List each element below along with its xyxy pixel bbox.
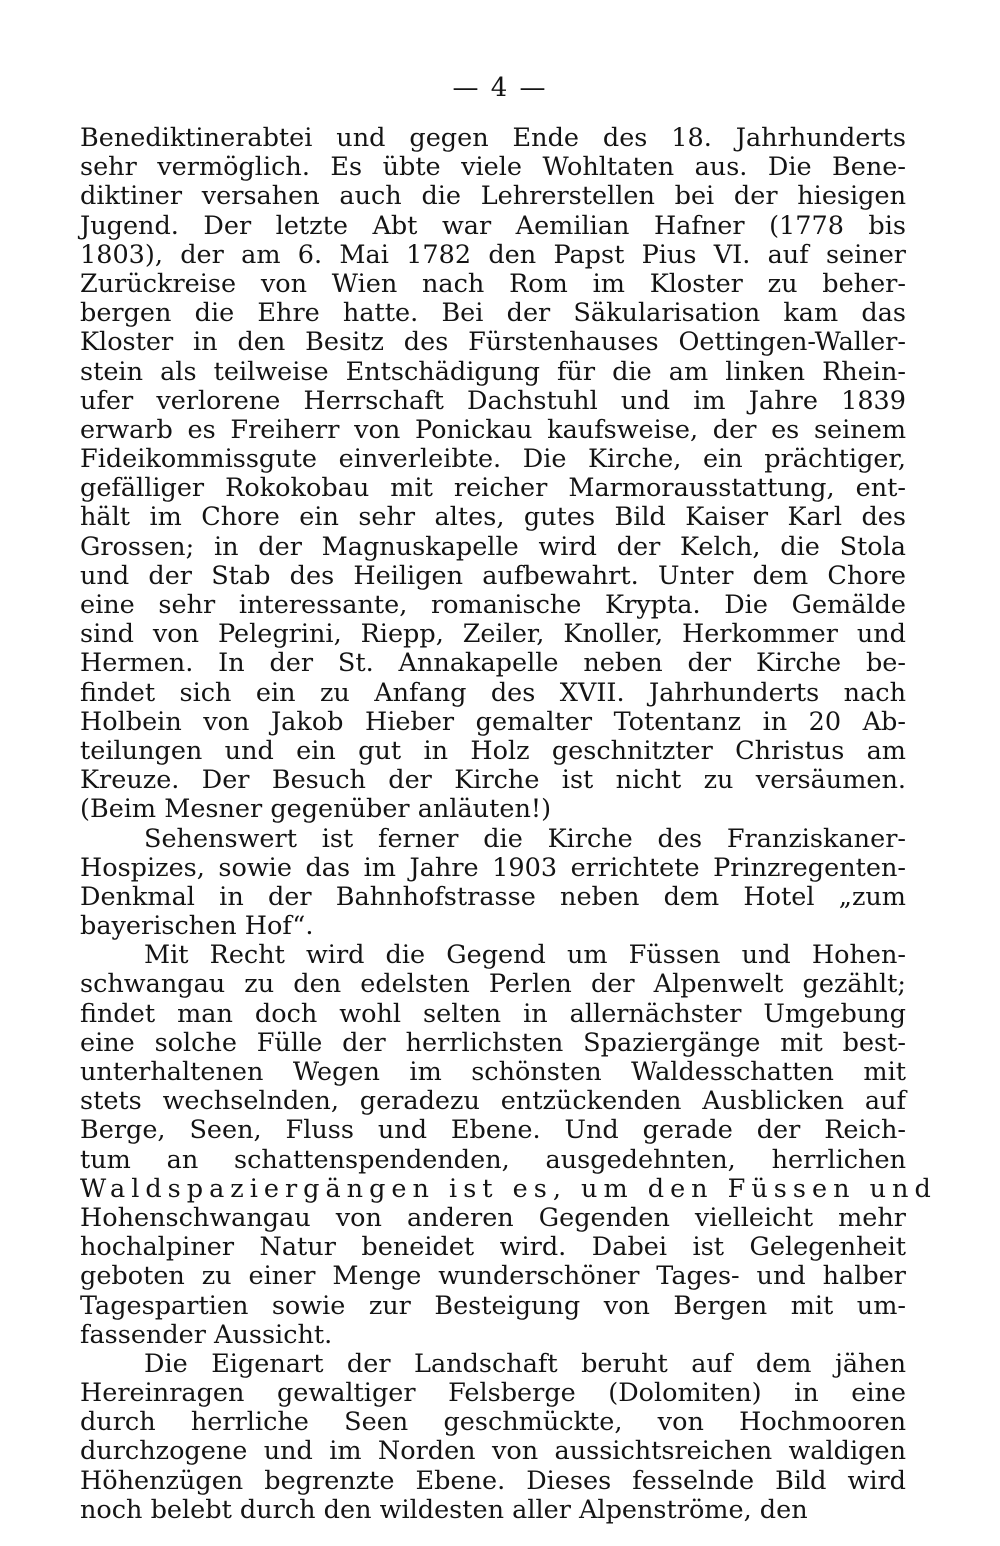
text-line: findet man doch wohl selten in allernächster Umgebung	[80, 998, 906, 1029]
text-line: stets wechselnden, geradezu entzückenden Ausblicken auf	[80, 1086, 906, 1117]
text-line: tum an schattenspendenden, ausgedehnten, herrlichen	[80, 1144, 906, 1175]
text-line: fassender Aussicht.	[80, 1319, 333, 1350]
text-line: noch belebt durch den wildesten aller Alpenströme, den	[80, 1494, 808, 1525]
text-line: Holbein von Jakob Hieber gemalter Totentanz in 20 Ab-	[80, 706, 906, 737]
text-line: Hospizes, sowie das im Jahre 1903 errichtete Prinzregenten-	[80, 852, 906, 883]
text-line: Hohenschwangau von anderen Gegenden vielleicht mehr	[80, 1202, 906, 1233]
text-line: unterhaltenen Wegen im schönsten Waldesschatten mit	[80, 1057, 906, 1087]
text-line: Hermen. In der St. Annakapelle neben der Kirche be-	[80, 648, 906, 679]
text-line: Kreuze. Der Besuch der Kirche ist nicht zu versäumen.	[80, 765, 906, 796]
text-line: gefälliger Rokokobau mit reicher Marmorausstattung, ent-	[80, 473, 906, 504]
paragraph	[80, 124, 906, 825]
text-line: Kloster in den Besitz des Fürstenhauses Oettingen-Waller-	[80, 327, 906, 358]
text-line: Berge, Seen, Fluss und Ebene. Und gerade der Reich-	[80, 1115, 906, 1146]
text-line: findet sich ein zu Anfang des XVII. Jahrhunderts nach	[80, 677, 906, 708]
body-text	[80, 123, 937, 1525]
text-line: durchzogene und im Norden von aussichtsreichen waldigen	[80, 1436, 906, 1467]
text-line: Zurückreise von Wien nach Rom im Kloster zu beher-	[80, 268, 906, 299]
text-line: geboten zu einer Menge wunderschöner Tages- und halber	[80, 1261, 906, 1292]
text-line: hält im Chore ein sehr altes, gutes Bild Kaiser Karl des	[80, 502, 906, 533]
text-line: sehr vermöglich. Es übte viele Wohltaten aus. Die Bene-	[80, 152, 906, 183]
text-line: ufer verlorene Herrschaft Dachstuhl und im Jahre 1839	[80, 385, 906, 416]
text-line: und der Stab des Heiligen aufbewahrt. Unter dem Chore	[80, 560, 906, 591]
text-line: Mit Recht wird die Gegend um Füssen und Hohen-	[144, 940, 906, 971]
page-number: — 4 —	[452, 73, 548, 103]
text-line: Benediktinerabtei und gegen Ende des 18. Jahrhunderts	[80, 123, 906, 153]
text-line: Grossen; in der Magnuskapelle wird der Kelch, die Stola	[80, 531, 906, 562]
text-line: stein als teilweise Entschädigung für die am linken Rhein-	[80, 356, 906, 387]
text-line: 1803), der am 6. Mai 1782 den Papst Pius VI. auf seiner	[80, 239, 906, 270]
text-line: Fideikommissgute einverleibte. Die Kirche, ein prächtiger,	[80, 444, 906, 475]
text-line: teilungen und ein gut in Holz geschnitzter Christus am	[80, 735, 906, 766]
text-line: eine solche Fülle der herrlichsten Spaziergänge mit best-	[80, 1027, 906, 1058]
text-line: hochalpiner Natur beneidet wird. Dabei ist Gelegenheit	[80, 1232, 906, 1263]
text-line: durch herrliche Seen geschmückte, von Hochmooren	[80, 1407, 906, 1438]
text-line: Sehenswert ist ferner die Kirche des Franziskaner-	[144, 823, 906, 854]
text-line: Höhenzügen begrenzte Ebene. Dieses fesselnde Bild wird	[80, 1465, 906, 1496]
paragraph	[80, 940, 937, 1350]
text-line: eine sehr interessante, romanische Krypta. Die Gemälde	[80, 590, 906, 620]
text-line: (Beim Mesner gegenüber anläuten!)	[80, 794, 552, 825]
paragraph	[80, 825, 906, 942]
text-line: Tagespartien sowie zur Besteigung von Bergen mit um-	[80, 1290, 906, 1321]
text-line: Die Eigenart der Landschaft beruht auf dem jähen	[144, 1348, 906, 1379]
text-line: Denkmal in der Bahnhofstrasse neben dem Hotel „zum	[80, 881, 906, 912]
text-line: Waldspaziergängen ist es, um den Füssen und	[80, 1173, 937, 1204]
text-line: diktiner versahen auch die Lehrerstellen bei der hiesigen	[80, 181, 906, 212]
text-line: schwangau zu den edelsten Perlen der Alpenwelt gezählt;	[80, 969, 906, 1000]
text-line: bergen die Ehre hatte. Bei der Säkularisation kam das	[80, 298, 906, 329]
paragraph	[80, 1350, 906, 1525]
text-line: Hereinragen gewaltiger Felsberge (Dolomiten) in eine	[80, 1378, 906, 1409]
text-line: sind von Pelegrini, Riepp, Zeiler, Knoller, Herkommer und	[80, 619, 906, 650]
text-line: erwarb es Freiherr von Ponickau kaufsweise, der es seinem	[80, 414, 906, 445]
text-line: bayerischen Hof“.	[80, 911, 314, 942]
text-line: Jugend. Der letzte Abt war Aemilian Hafner (1778 bis	[80, 210, 906, 241]
